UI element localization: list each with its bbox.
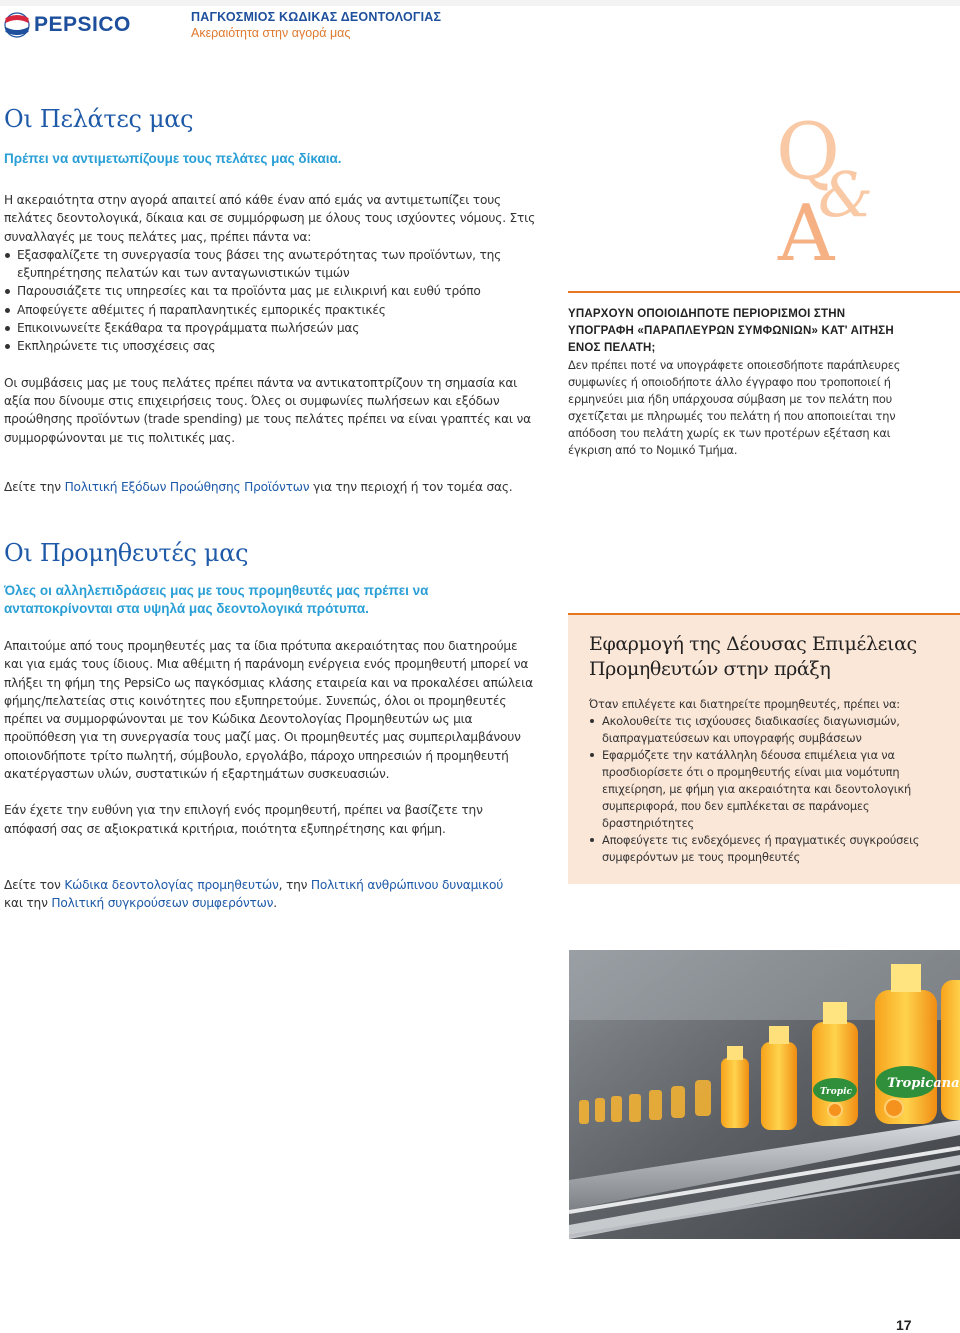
suppliers-para-line: Απαιτούμε από τους προμηθευτές μας τα ίδια πρότυπα ακεραιότητας που διατηρούμε	[4, 639, 518, 653]
pepsi-globe-icon	[4, 12, 30, 38]
see-also-prefix: Δείτε την	[4, 480, 65, 494]
customers-closing-line: Οι συμβάσεις μας με τους πελάτες πρέπει πάντα να αντικατοπτρίζουν τη σημασία και	[4, 375, 518, 390]
suppliers-see-also	[4, 876, 549, 913]
due-diligence-box-border	[568, 613, 960, 615]
document-subtitle: Ακεραιότητα στην αγορά μας	[191, 26, 351, 40]
qa-answer-line: συμφωνίες ή οποιοδήποτε άλλο έγγραφο που τροποποιεί ή	[568, 375, 891, 389]
suppliers-lead-line: ανταποκρίνονται στα υψηλά μας δεοντολογικά πρότυπα.	[4, 601, 369, 616]
bottling-line-illustration	[569, 950, 960, 1239]
suppliers-para-line: φήμης/πελατείας στις κοινότητες που εξυπηρετούμε. Συνεπώς, όλοι οι προμηθευτές	[4, 693, 507, 708]
see-also-separator: , την	[278, 878, 311, 892]
customers-lead: Πρέπει να αντιμετωπίζουμε τους πελάτες μας δίκαια.	[4, 151, 342, 166]
conflicts-policy-link[interactable]: Πολιτική συγκρούσεων συμφερόντων	[51, 896, 274, 911]
qa-answer-line: έγκριση από το Νομικό Τμήμα.	[568, 443, 738, 457]
see-also-separator: και την	[4, 896, 52, 911]
suppliers-lead	[4, 582, 544, 618]
qa-question-line: ΕΝΟΣ ΠΕΛΑΤΗ;	[568, 342, 656, 354]
list-item: Αποφεύγετε αθέμιτες ή παραπλανητικές εμπορικές πρακτικές	[4, 301, 544, 319]
customers-closing-line: προώθησης προϊόντων (trade spending) με τους πελάτες πρέπει να είναι γραπτές και να	[4, 412, 531, 427]
see-also-end: .	[273, 896, 277, 911]
suppliers-para-line: πλήξει τη φήμη της PepsiCo ως παγκόσμιας κλάσης εταιρεία και να προκαλέσει απώλεια	[4, 675, 533, 690]
list-item: Εφαρμόζετε την κατάλληλη δέουσα επιμέλεια για να προσδιορίσετε ότι ο προμηθευτής είναι μια νομότυπη επιχείρηση, με φήμη για ακεραιότητα και δεοντολογική συμπεριφορά, που δεν εμπλέκεται σε παράνομες δραστηριότητες	[589, 747, 944, 832]
qa-a-letter: A	[778, 189, 835, 268]
suppliers-body	[4, 637, 549, 838]
customers-bullet-list	[4, 246, 544, 356]
customers-closing-line: συμμορφώνονται με τις πολιτικές μας.	[4, 430, 235, 445]
due-diligence-intro: Όταν επιλέγετε και διατηρείτε προμηθευτές, πρέπει να:	[589, 697, 900, 711]
qa-question-line: ΥΠΟΓΡΑΦΗ «ΠΑΡΑΠΛΕΥΡΩΝ ΣΥΜΦΩΝΙΩΝ» ΚΑΤ' ΑΙΤΗΣΗ	[568, 325, 894, 337]
due-diligence-bullet-list	[589, 713, 944, 866]
see-also-suffix: για την περιοχή ή τον τομέα σας.	[309, 480, 513, 494]
customers-body	[4, 191, 544, 447]
bottle-label-text: Tropicana	[887, 1076, 960, 1091]
suppliers-para-line: προϋπόθεση για τη συνεργασία τους μαζί μας. Οι προμηθευτές μας συμπεριλαμβάνουν	[4, 730, 521, 745]
due-diligence-body	[589, 696, 944, 866]
qa-answer-line: σχετίζεται με πληρωμές του πελάτη ή που αποποιείται την	[568, 409, 896, 423]
customers-heading: Οι Πελάτες μας	[4, 105, 194, 133]
suppliers-para-line: ακατέργαστων υλών, συστατικών ή εξαρτημάτων συσκευασιών.	[4, 767, 390, 782]
suppliers-para-line: Εάν έχετε την ευθύνη για την επιλογή ενός προμηθευτή, πρέπει να βασίζετε την	[4, 803, 483, 818]
customers-intro-line: συναλλαγές με τους πελάτες μας, πρέπει πάντα να:	[4, 229, 312, 244]
bottle-label-text-small: Tropic	[820, 1087, 852, 1097]
list-item: Παρουσιάζετε τις υπηρεσίες και τα προϊόντα μας με ειλικρινή και ευθύ τρόπο	[4, 282, 544, 300]
customers-closing-line: αξία που δίνουμε στις επιχειρήσεις τους. Όλες οι συμφωνίες πωλήσεων και εξόδων	[4, 393, 500, 408]
document-title: ΠΑΓΚΟΣΜΙΟΣ ΚΩΔΙΚΑΣ ΔΕΟΝΤΟΛΟΓΙΑΣ	[191, 10, 442, 24]
list-item: Αποφεύγετε τις ενδεχόμενες ή πραγματικές συγκρούσεις συμφερόντων με τους προμηθευτές	[589, 832, 944, 866]
due-diligence-title-line: Προμηθευτών στην πράξη	[589, 658, 831, 680]
suppliers-heading: Οι Προμηθευτές μας	[4, 539, 249, 567]
juice-bottling-photo	[569, 950, 960, 1239]
suppliers-para-line: οποιονδήποτε τρίτο πωλητή, σύμβουλο, εργολάβο, πάροχο υπηρεσιών ή προμηθευτή	[4, 748, 509, 763]
qa-question-line: ΥΠΑΡΧΟΥΝ ΟΠΟΙΟΙΔΗΠΟΤΕ ΠΕΡΙΟΡΙΣΜΟΙ ΣΤΗΝ	[568, 308, 846, 320]
brand-wordmark: PEPSICO	[34, 13, 131, 36]
suppliers-para-line: απόφασή σας σε αξιοκρατικά κριτήρια, ποιότητα εξυπηρέτησης και φήμη.	[4, 821, 446, 836]
suppliers-para-line: και για εμάς τους ίδιους. Μια αθέμιτη ή παράνομη ενέργεια ενός προμηθευτή μπορεί να	[4, 657, 529, 672]
qa-monogram-icon	[776, 108, 886, 268]
suppliers-lead-line: Όλες οι αλληλεπιδράσεις μας με τους προμηθευτές μας πρέπει να	[4, 583, 429, 598]
due-diligence-title-line: Εφαρμογή της Δέουσας Επιμέλειας	[589, 633, 917, 655]
page-number: 17	[896, 1317, 912, 1333]
customers-intro-line: πελάτες δεοντολογικά, δίκαια και σε συμμόρφωση με όλους τους ισχύοντες νόμους. Στις	[4, 211, 536, 226]
customers-intro-line: Η ακεραιότητα στην αγορά απαιτεί από κάθε έναν από εμάς να αντιμετωπίζει τους	[4, 193, 501, 207]
qa-answer-line: Δεν πρέπει ποτέ να υπογράφετε οποιεσδήποτε παράπλευρες	[568, 358, 901, 372]
due-diligence-title	[589, 632, 949, 682]
qa-answer-line: ερμηνεύει μια ήδη υπάρχουσα σύμβαση με τον πελάτη που	[568, 392, 893, 406]
qa-question	[568, 306, 908, 357]
trade-spending-policy-link[interactable]: Πολιτική Εξόδων Προώθησης Προϊόντων	[64, 480, 310, 494]
pepsico-logo	[4, 5, 154, 45]
qa-divider	[568, 291, 960, 293]
list-item: Ακολουθείτε τις ισχύουσες διαδικασίες διαγωνισμών, διαπραγματεύσεων και υπογραφής συμβάσεων	[589, 713, 944, 747]
qa-answer-line: απόδοση του πελάτη χωρίς εκ των προτέρων εξέταση και	[568, 426, 891, 440]
see-also-prefix: Δείτε τον	[4, 878, 65, 892]
customers-see-also	[4, 478, 564, 496]
qa-ampersand: &	[818, 158, 874, 231]
hr-policy-link[interactable]: Πολιτική ανθρώπινου δυναμικού	[310, 878, 504, 892]
suppliers-para-line: πρέπει να συμμορφώνονται με τον Κώδικα Δεοντολογίας Προμηθευτών ως μια	[4, 712, 473, 727]
list-item: Εκπληρώνετε τις υποσχέσεις σας	[4, 337, 544, 355]
qa-q-letter: Q	[776, 108, 840, 197]
list-item: Επικοινωνείτε ξεκάθαρα τα προγράμματα πωλήσεών μας	[4, 319, 544, 337]
qa-answer	[568, 357, 913, 459]
list-item: Εξασφαλίζετε τη συνεργασία τους βάσει της ανωτερότητας των προϊόντων, της εξυπηρέτησης πελατών και των ανταγωνιστικών τιμών	[4, 246, 517, 283]
supplier-code-link[interactable]: Κώδικα δεοντολογίας προμηθευτών	[64, 878, 279, 892]
